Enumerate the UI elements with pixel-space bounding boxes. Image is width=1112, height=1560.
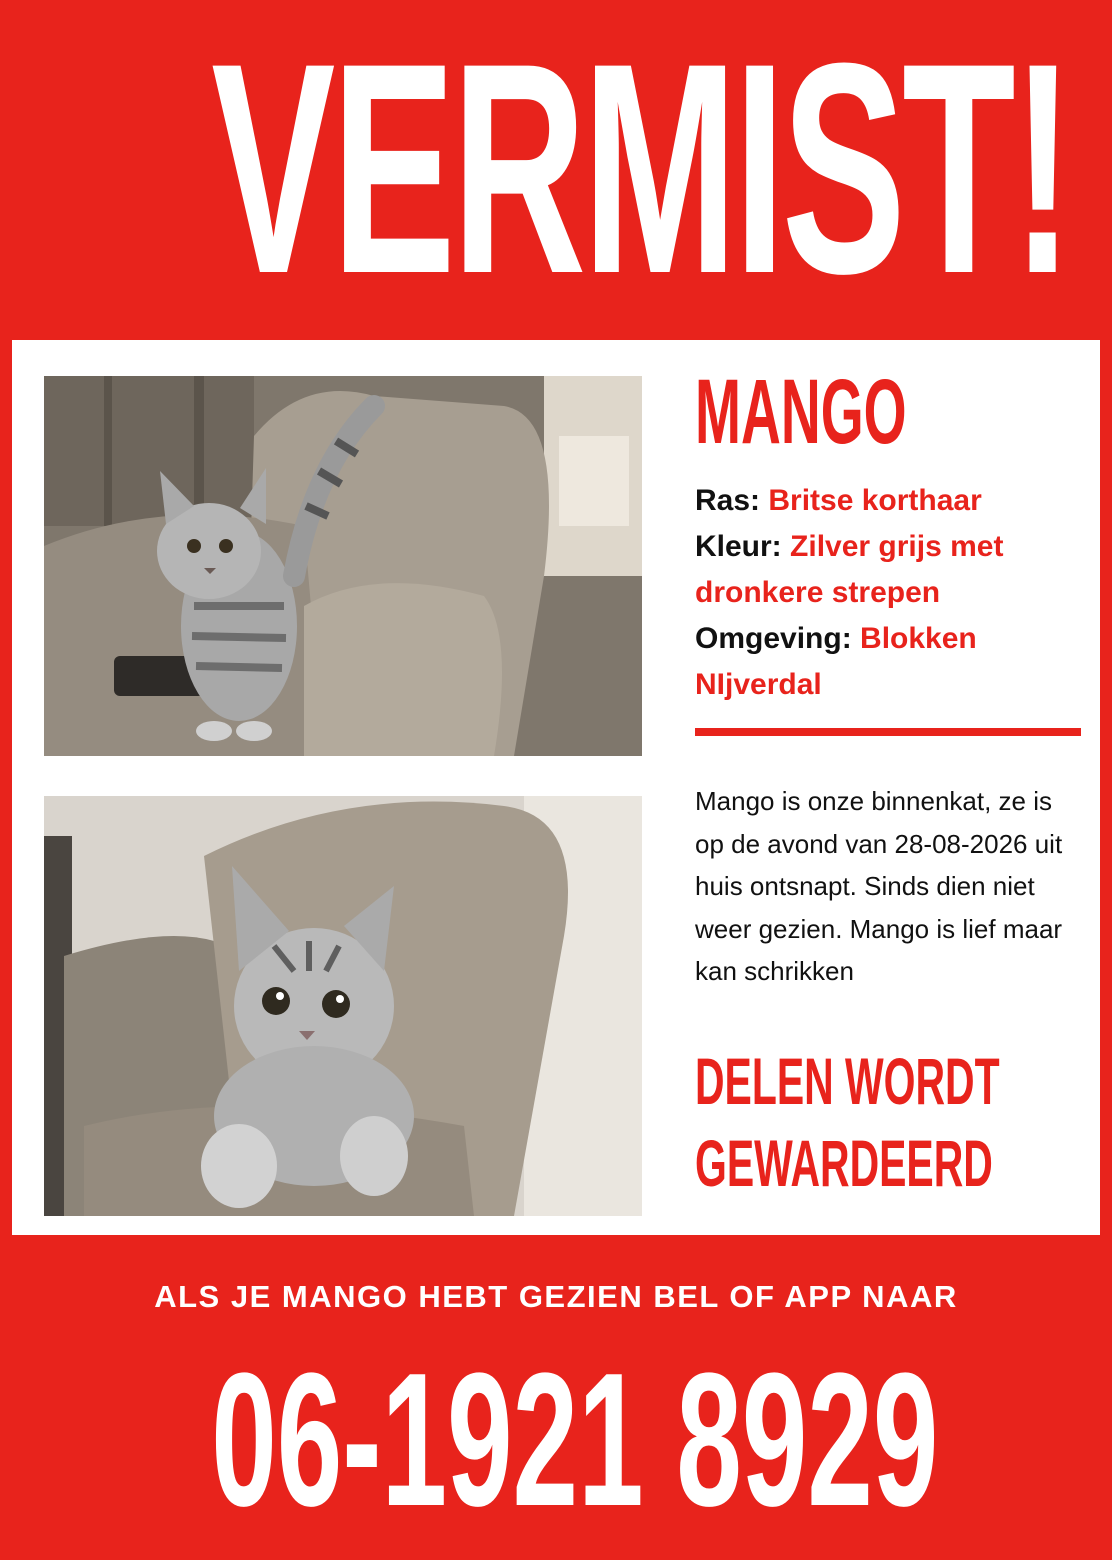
detail-label: Kleur: — [695, 530, 782, 563]
cat-photo-standing-illustration — [44, 376, 642, 756]
detail-label: Ras: — [695, 484, 761, 517]
detail-breed — [695, 478, 1075, 524]
cat-photo-standing — [44, 376, 642, 756]
call-to-action: ALS JE MANGO HEBT GEZIEN BEL OF APP NAAR — [154, 1279, 958, 1314]
header-banner — [0, 0, 1112, 340]
main-panel — [12, 340, 1100, 1235]
cat-name: MANGO — [695, 361, 907, 463]
detail-value: Britse korthaar — [768, 484, 982, 517]
share-line-2: GEWARDEERD — [695, 1126, 993, 1200]
phone-number: 06-1921 8929 — [211, 1334, 939, 1546]
section-divider — [695, 728, 1081, 736]
headline: VERMIST! — [211, 0, 1071, 336]
detail-label: Omgeving: — [695, 622, 852, 655]
cat-photo-peeking — [44, 796, 642, 1216]
detail-value: Blokken NIjverdal — [695, 622, 977, 701]
share-appeal — [695, 1040, 1000, 1204]
detail-value: Zilver grijs met dronkere strepen — [695, 530, 1004, 609]
description-text: Mango is onze binnenkat, ze is op de avond van 28-08-2026 uit huis ontsnapt. Sinds dien niet weer gezien. Mango is lief maar kan schrikken — [695, 786, 1063, 986]
detail-area — [695, 616, 1075, 708]
share-line-1: DELEN WORDT — [695, 1044, 1000, 1118]
cat-photo-peeking-illustration — [44, 796, 642, 1216]
cat-details — [695, 478, 1075, 708]
detail-color — [695, 524, 1075, 616]
